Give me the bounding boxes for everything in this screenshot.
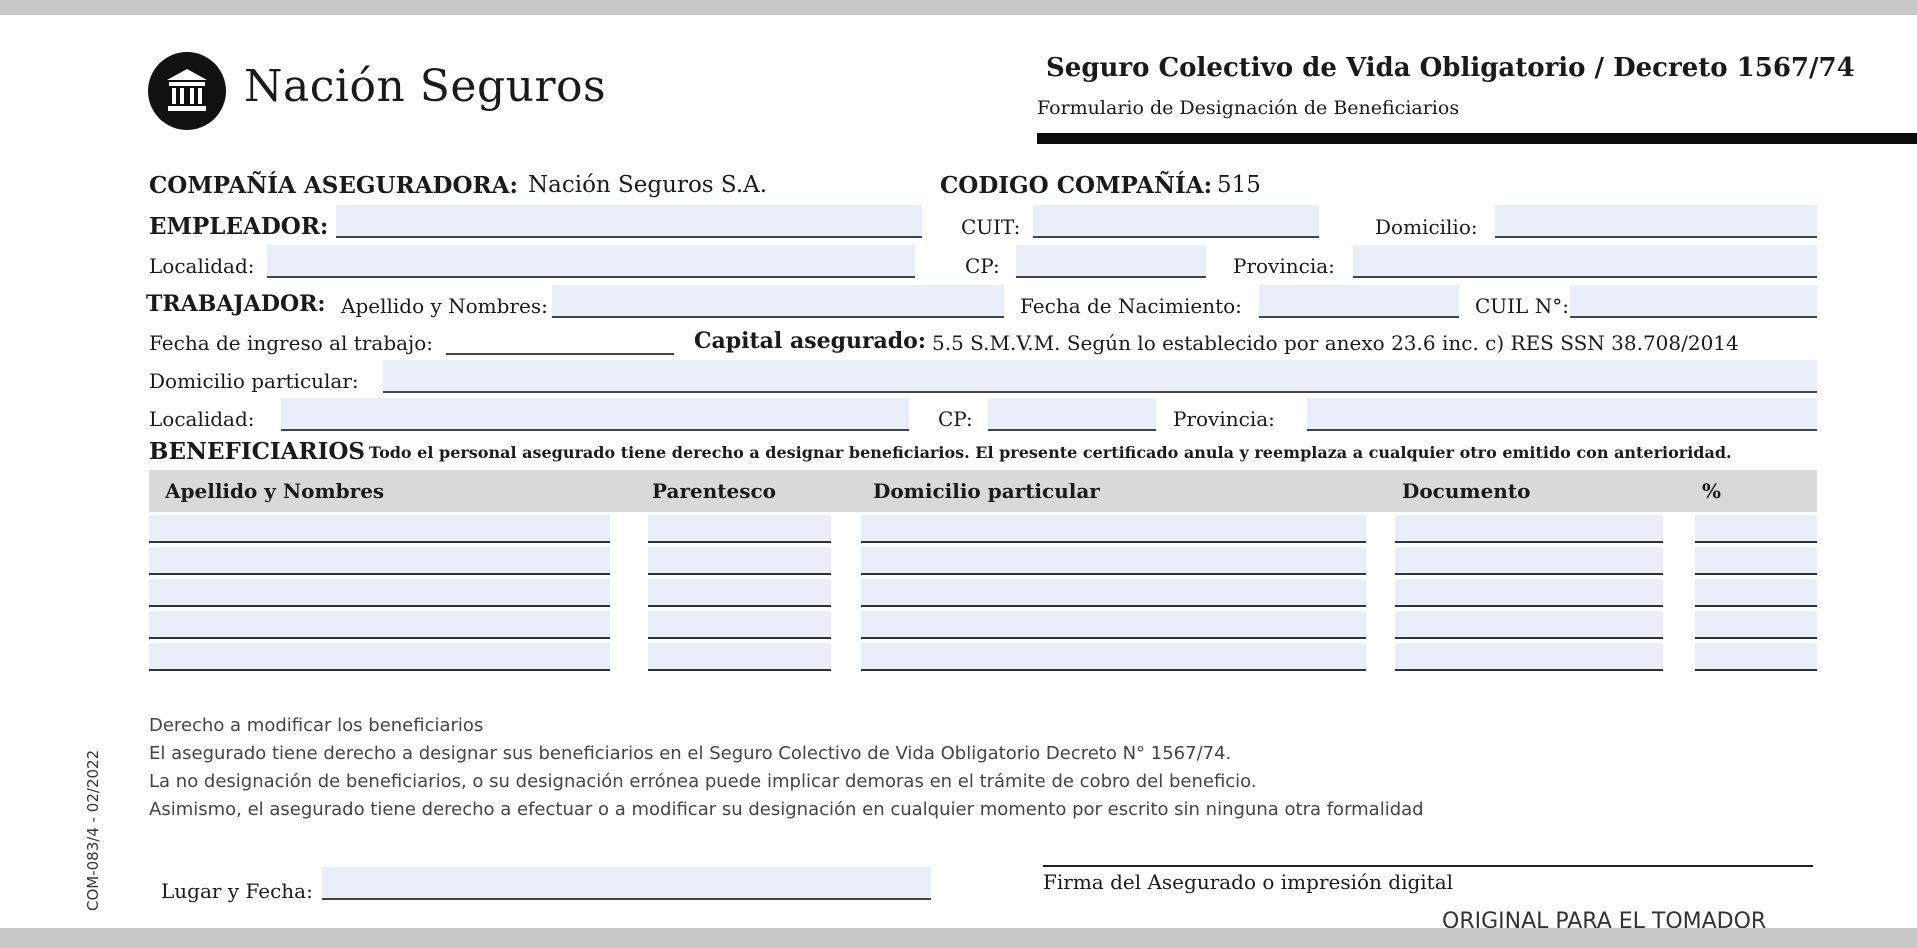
note-heading: Derecho a modificar los beneficiarios: [149, 715, 484, 736]
cell-apellido[interactable]: [149, 579, 610, 607]
employer-domicilio-field[interactable]: [1495, 205, 1817, 238]
worker-localidad-field[interactable]: [281, 398, 909, 431]
cell-percent[interactable]: [1695, 643, 1817, 671]
cell-documento[interactable]: [1395, 547, 1663, 575]
cell-apellido[interactable]: [149, 515, 610, 543]
bank-building-icon: [148, 52, 226, 130]
copy-label: ORIGINAL PARA EL TOMADOR: [1442, 909, 1767, 928]
column-header-documento: Documento: [1402, 479, 1531, 503]
document-subtitle: Formulario de Designación de Beneficiarios: [1037, 97, 1460, 119]
note-line-2: La no designación de beneficiarios, o su designación errónea puede implicar demoras en el trámite de cobro del beneficio.: [149, 771, 1257, 792]
cuit-field[interactable]: [1033, 205, 1319, 238]
company-code-label: CODIGO COMPAÑÍA:: [940, 172, 1213, 199]
beneficiaries-note: Todo el personal asegurado tiene derecho a designar beneficiarios. El presente certificado anula y reemplaza a cualquier otro emitido con anterioridad.: [369, 443, 1732, 462]
title-rule: [1037, 133, 1917, 144]
cell-documento[interactable]: [1395, 643, 1663, 671]
worker-provincia-field[interactable]: [1307, 398, 1817, 431]
cell-parentesco[interactable]: [648, 643, 831, 671]
signature-label: Firma del Asegurado o impresión digital: [1043, 870, 1454, 894]
worker-label: TRABAJADOR:: [146, 291, 326, 317]
cuit-label: CUIT:: [961, 215, 1021, 239]
cuil-field[interactable]: [1570, 285, 1817, 318]
employer-domicilio-label: Domicilio:: [1375, 215, 1478, 239]
employer-cp-field[interactable]: [1016, 245, 1206, 278]
cell-domicilio[interactable]: [861, 611, 1366, 639]
employer-provincia-label: Provincia:: [1233, 254, 1335, 278]
company-code-value: 515: [1217, 172, 1261, 198]
worker-name-label: Apellido y Nombres:: [341, 294, 548, 318]
beneficiaries-table-header: [149, 470, 1817, 512]
column-header-apellido: Apellido y Nombres: [165, 479, 385, 503]
worker-provincia-label: Provincia:: [1173, 407, 1275, 431]
birth-date-label: Fecha de Nacimiento:: [1020, 294, 1242, 318]
birth-date-field[interactable]: [1259, 285, 1459, 318]
employer-cp-label: CP:: [965, 254, 1000, 278]
cell-documento[interactable]: [1395, 515, 1663, 543]
worker-domicilio-field[interactable]: [383, 360, 1817, 393]
beneficiaries-title: BENEFICIARIOS: [149, 438, 366, 465]
employer-provincia-field[interactable]: [1353, 245, 1817, 278]
signature-line: [1043, 865, 1813, 867]
note-line-1: El asegurado tiene derecho a designar sus beneficiarios en el Seguro Colectivo de Vida Obligatorio Decreto N° 1567/74.: [149, 743, 1232, 764]
cell-domicilio[interactable]: [861, 515, 1366, 543]
cell-parentesco[interactable]: [648, 547, 831, 575]
cell-percent[interactable]: [1695, 547, 1817, 575]
capital-label: Capital asegurado:: [694, 328, 926, 354]
worker-name-field[interactable]: [552, 285, 1004, 318]
employer-localidad-field[interactable]: [267, 245, 915, 278]
worker-cp-label: CP:: [938, 407, 973, 431]
cell-domicilio[interactable]: [861, 643, 1366, 671]
column-header-domicilio: Domicilio particular: [873, 479, 1100, 503]
column-header-percent: %: [1702, 479, 1722, 503]
cell-percent[interactable]: [1695, 515, 1817, 543]
cell-parentesco[interactable]: [648, 579, 831, 607]
worker-domicilio-label: Domicilio particular:: [149, 369, 359, 393]
worker-localidad-label: Localidad:: [149, 407, 255, 431]
capital-value: 5.5 S.M.V.M. Según lo establecido por anexo 23.6 inc. c) RES SSN 38.708/2014: [932, 331, 1739, 355]
cell-domicilio[interactable]: [861, 547, 1366, 575]
cell-domicilio[interactable]: [861, 579, 1366, 607]
form-page: [0, 15, 1917, 928]
employer-localidad-label: Localidad:: [149, 254, 255, 278]
note-line-3: Asimismo, el asegurado tiene derecho a efectuar o a modificar su designación en cualquier momento por escrito sin ninguna otra formalidad: [149, 799, 1424, 820]
employer-label: EMPLEADOR:: [149, 213, 329, 240]
employer-field[interactable]: [336, 205, 922, 238]
lugar-fecha-label: Lugar y Fecha:: [161, 879, 313, 903]
ingreso-field[interactable]: [446, 322, 674, 355]
brand-name: Nación Seguros: [244, 61, 607, 112]
cell-percent[interactable]: [1695, 579, 1817, 607]
company-label: COMPAÑÍA ASEGURADORA:: [149, 172, 518, 199]
cell-documento[interactable]: [1395, 611, 1663, 639]
cell-percent[interactable]: [1695, 611, 1817, 639]
cuil-label: CUIL N°:: [1475, 294, 1569, 318]
lugar-fecha-field[interactable]: [322, 867, 931, 900]
cell-parentesco[interactable]: [648, 611, 831, 639]
company-value: Nación Seguros S.A.: [528, 172, 768, 198]
cell-documento[interactable]: [1395, 579, 1663, 607]
cell-apellido[interactable]: [149, 611, 610, 639]
ingreso-label: Fecha de ingreso al trabajo:: [149, 331, 434, 355]
cell-apellido[interactable]: [149, 643, 610, 671]
cell-parentesco[interactable]: [648, 515, 831, 543]
document-title: Seguro Colectivo de Vida Obligatorio / Decreto 1567/74: [1046, 53, 1855, 83]
worker-cp-field[interactable]: [988, 398, 1156, 431]
form-code: COM-083/4 - 02/2022: [84, 749, 102, 911]
cell-apellido[interactable]: [149, 547, 610, 575]
column-header-parentesco: Parentesco: [652, 479, 777, 503]
